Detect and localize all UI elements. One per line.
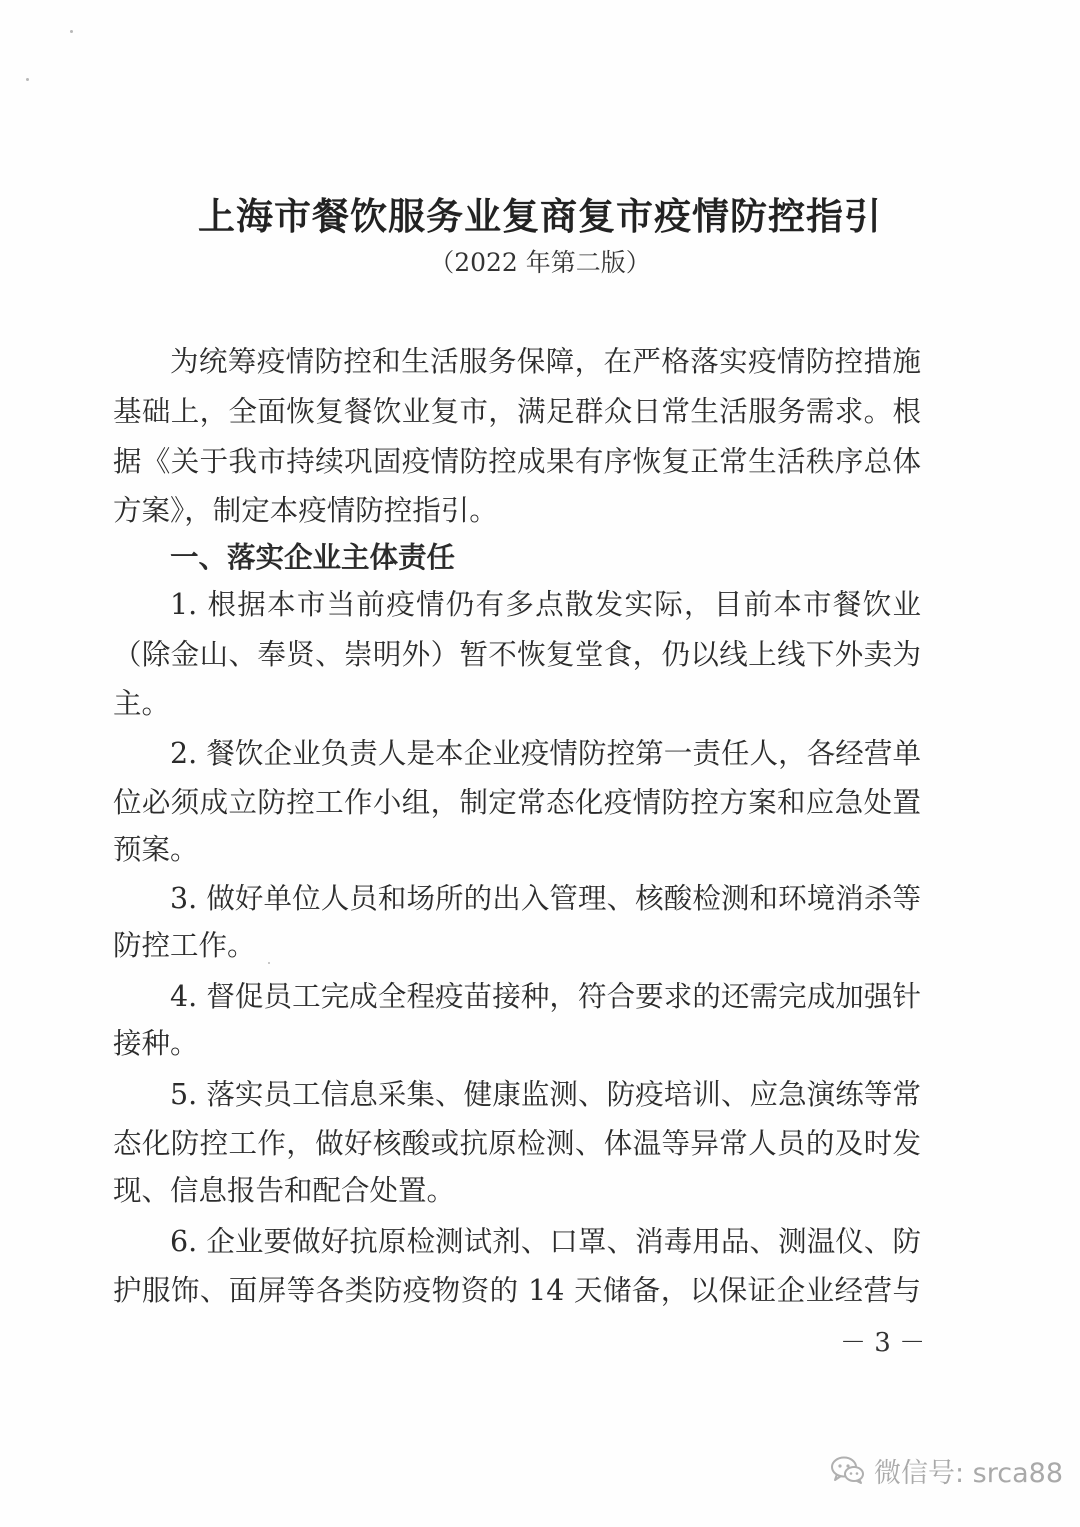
document-subtitle: （2022 年第二版）	[429, 248, 651, 277]
body-line: 方案》，制定本疫情防控指引。	[113, 494, 498, 527]
body-line: 据《关于我市持续巩固疫情防控成果有序恢复正常生活秩序总体	[113, 445, 921, 478]
body-line: 防控工作。	[113, 929, 256, 962]
body-line: 现、信息报告和配合处置。	[113, 1174, 456, 1207]
body-line: 接种。	[113, 1027, 199, 1060]
section-heading: 一、落实企业主体责任	[170, 541, 456, 574]
page-number: － 3 －	[840, 1328, 926, 1358]
body-line: 护服饰、面屏等各类防疫物资的 14 天储备，以保证企业经营与	[113, 1274, 921, 1307]
body-line: 主。	[113, 687, 171, 720]
body-line: 2. 餐饮企业负责人是本企业疫情防控第一责任人，各经营单	[170, 737, 921, 770]
body-line: 3. 做好单位人员和场所的出入管理、核酸检测和环境消杀等	[170, 882, 921, 915]
body-line: 态化防控工作，做好核酸或抗原检测、体温等异常人员的及时发	[113, 1127, 921, 1160]
wechat-watermark	[830, 1450, 1063, 1490]
body-line: 为统筹疫情防控和生活服务保障，在严格落实疫情防控措施	[170, 345, 921, 378]
body-line: 5. 落实员工信息采集、健康监测、防疫培训、应急演练等常	[170, 1078, 921, 1111]
watermark-text: 微信号: srca88	[874, 1457, 1063, 1489]
scan-speck	[70, 30, 73, 33]
scan-speck	[26, 78, 29, 81]
body-line: 1. 根据本市当前疫情仍有多点散发实际，目前本市餐饮业	[170, 588, 921, 621]
wechat-icon	[830, 1455, 866, 1485]
body-line: 位必须成立防控工作小组，制定常态化疫情防控方案和应急处置	[113, 786, 921, 819]
body-line: 预案。	[113, 833, 199, 866]
body-line: 6. 企业要做好抗原检测试剂、口罩、消毒用品、测温仪、防	[170, 1225, 921, 1258]
body-line: （除金山、奉贤、崇明外）暂不恢复堂食，仍以线上线下外卖为	[113, 638, 921, 671]
body-line: 4. 督促员工完成全程疫苗接种，符合要求的还需完成加强针	[170, 980, 921, 1013]
document-title: 上海市餐饮服务业复商复市疫情防控指引	[198, 194, 882, 238]
body-line: 基础上，全面恢复餐饮业复市，满足群众日常生活服务需求。根	[113, 395, 921, 428]
